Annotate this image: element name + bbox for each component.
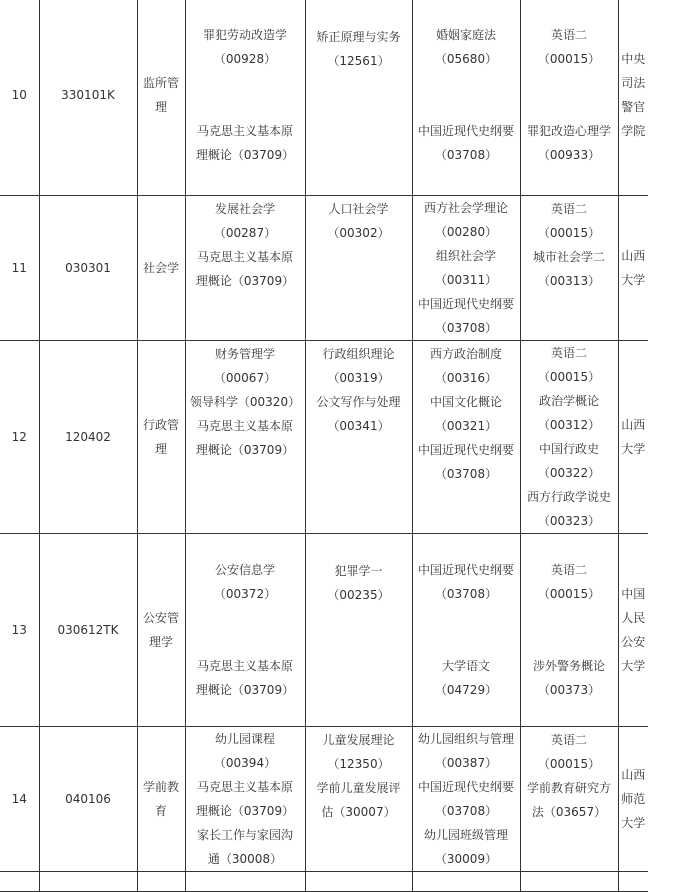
course-cell: 英语二 （00015） 罪犯改造心理学 （00933） — [520, 0, 618, 196]
major-name: 行政管理 — [137, 341, 185, 534]
table-row — [0, 0, 648, 196]
major-code: 030612TK — [39, 534, 137, 727]
table-row — [0, 341, 648, 534]
row-number: 14 — [0, 727, 39, 872]
course-cell: 犯罪学一 （00235） — [305, 534, 412, 727]
major-code: 120402 — [39, 341, 137, 534]
school-name: 山西大学 — [618, 196, 648, 341]
course-cell: 英语二 （00015） 学前教育研究方法（03657） — [520, 727, 618, 872]
course-cell: 发展社会学 （00287） 马克思主义基本原理概论（03709） — [185, 196, 305, 341]
table-row — [0, 727, 648, 872]
major-code: 030301 — [39, 196, 137, 341]
course-cell: 西方政治制度 （00316） 中国文化概论 （00321） 中国近现代史纲要 （03708） — [412, 341, 520, 534]
course-cell: 英语二 （00015） 政治学概论 （00312） 中国行政史 （00322） 西方行政学说史 （00323） — [520, 341, 618, 534]
course-cell: 英语二 （00015） 城市社会学二 （00313） — [520, 196, 618, 341]
row-number: 12 — [0, 341, 39, 534]
course-cell: 公安信息学 （00372） 马克思主义基本原理概论（03709） — [185, 534, 305, 727]
course-cell: 矫正原理与实务 （12561） — [305, 0, 412, 196]
major-name: 公安管理学 — [137, 534, 185, 727]
course-cell: 人口社会学 （00302） — [305, 196, 412, 341]
major-code: 330101K — [39, 0, 137, 196]
course-cell: 幼儿园组织与管理 （00387） 中国近现代史纲要 （03708） 幼儿园班级管理 （30009） — [412, 727, 520, 872]
course-cell: 行政组织理论 （00319） 公文写作与处理 （00341） — [305, 341, 412, 534]
table-row — [0, 196, 648, 341]
row-number: 13 — [0, 534, 39, 727]
major-name: 监所管理 — [137, 0, 185, 196]
school-name: 中国人民公安大学 — [618, 534, 648, 727]
course-cell: 中国近现代史纲要 （03708） 大学语文 （04729） — [412, 534, 520, 727]
school-name: 中央司法警官学院 — [618, 0, 648, 196]
table-row — [0, 872, 648, 892]
major-name: 社会学 — [137, 196, 185, 341]
row-number: 10 — [0, 0, 39, 196]
major-code: 040106 — [39, 727, 137, 872]
school-name: 山西师范大学 — [618, 727, 648, 872]
table-row — [0, 534, 648, 727]
school-name: 山西大学 — [618, 341, 648, 534]
major-name: 学前教育 — [137, 727, 185, 872]
course-cell: 财务管理学 （00067） 领导科学（00320） 马克思主义基本原理概论（03709） — [185, 341, 305, 534]
course-cell: 幼儿园课程 （00394） 马克思主义基本原理概论（03709） 家长工作与家园沟通（30008） — [185, 727, 305, 872]
course-cell: 罪犯劳动改造学 （00928） 马克思主义基本原理概论（03709） — [185, 0, 305, 196]
row-number: 11 — [0, 196, 39, 341]
course-cell: 西方社会学理论 （00280） 组织社会学 （00311） 中国近现代史纲要 （03708） — [412, 196, 520, 341]
course-cell: 婚姻家庭法 （05680） 中国近现代史纲要 （03708） — [412, 0, 520, 196]
course-cell: 儿童发展理论 （12350） 学前儿童发展评估（30007） — [305, 727, 412, 872]
course-cell: 英语二 （00015） 涉外警务概论 （00373） — [520, 534, 618, 727]
